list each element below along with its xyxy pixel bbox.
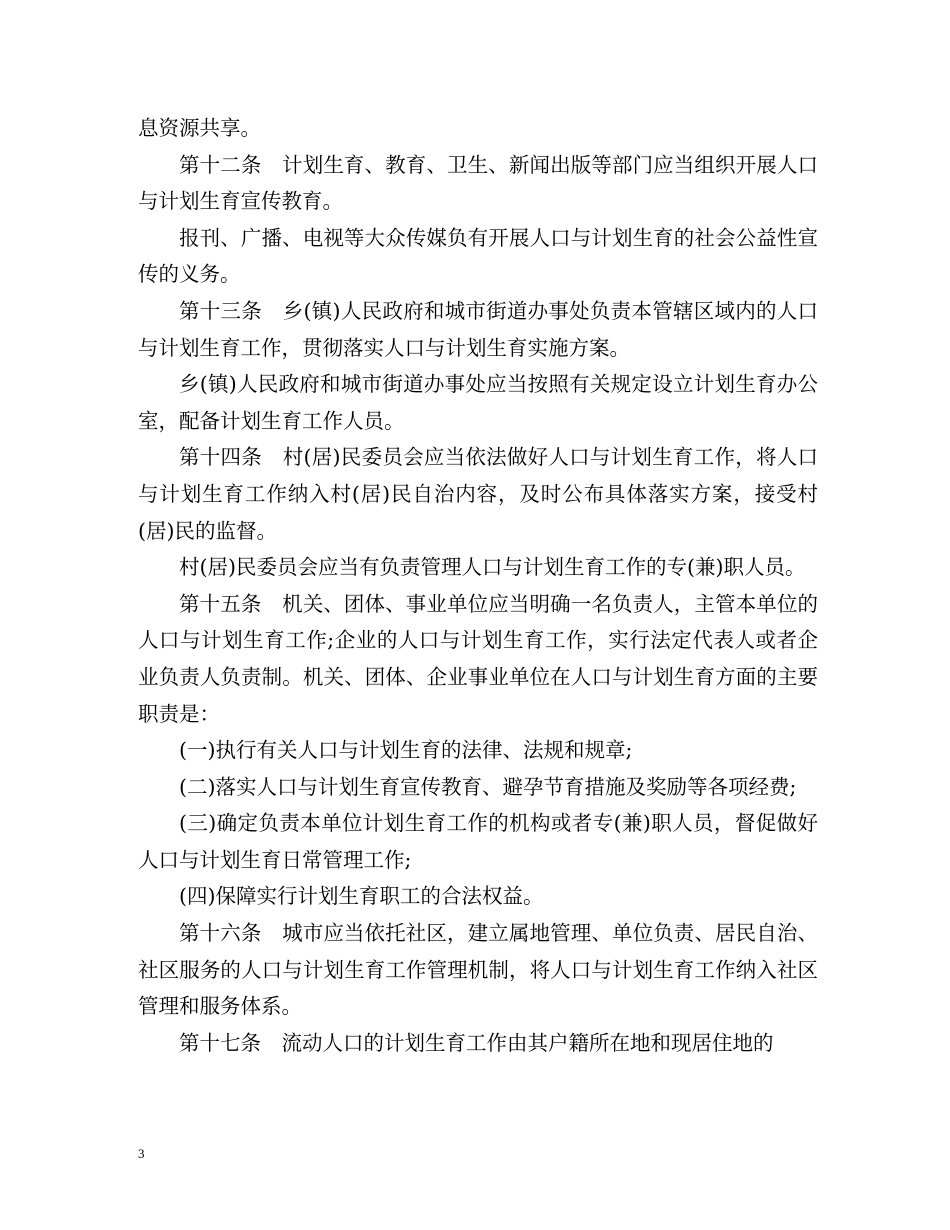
- paragraph-article-12: 第十二条 计划生育、教育、卫生、新闻出版等部门应当组织开展人口与计划生育宣传教育。: [138, 152, 818, 214]
- paragraph-continuation: 息资源共享。: [138, 116, 261, 140]
- document-body: [138, 110, 818, 1061]
- list-item-4: (四)保障实行计划生育职工的合法权益。: [179, 884, 544, 909]
- paragraph-township-office: 乡(镇)人民政府和城市街道办事处应当按照有关规定设立计划生育办公室，配备计划生育工作人员。: [138, 372, 818, 433]
- paragraph-article-17: 第十七条 流动人口的计划生育工作由其户籍所在地和现居住地的: [179, 1030, 774, 1055]
- paragraph-committee-staff: 村(居)民委员会应当有负责管理人口与计划生育工作的专(兼)职人员。: [179, 555, 806, 580]
- paragraph-article-14: 第十四条 村(居)民委员会应当依法做好人口与计划生育工作，将人口与计划生育工作纳入村(居)民自治内容，及时公布具体落实方案，接受村(居)民的监督。: [138, 445, 818, 543]
- paragraph-article-15: 第十五条 机关、团体、事业单位应当明确一名负责人，主管本单位的人口与计划生育工作;企业的人口与计划生育工作，实行法定代表人或者企业负责人负责制。机关、团体、企业事业单位在人口与计划生育方面的主要职责是：: [138, 591, 818, 726]
- paragraph-article-16: 第十六条 城市应当依托社区，建立属地管理、单位负责、居民自治、社区服务的人口与计划生育工作管理机制，将人口与计划生育工作纳入社区管理和服务体系。: [138, 921, 818, 1019]
- paragraph-article-13: 第十三条 乡(镇)人民政府和城市街道办事处负责本管辖区域内的人口与计划生育工作，贯彻落实人口与计划生育实施方案。: [138, 298, 818, 360]
- page-number: 3: [138, 1146, 145, 1161]
- list-item-3: (三)确定负责本单位计划生育工作的机构或者专(兼)职人员，督促做好人口与计划生育日常管理工作;: [138, 811, 818, 872]
- paragraph-media-duty: 报刊、广播、电视等大众传媒负有开展人口与计划生育的社会公益性宣传的义务。: [138, 225, 818, 287]
- list-item-1: (一)执行有关人口与计划生育的法律、法规和规章;: [179, 738, 633, 763]
- list-item-2: (二)落实人口与计划生育宣传教育、避孕节育措施及奖励等各项经费;: [179, 774, 797, 799]
